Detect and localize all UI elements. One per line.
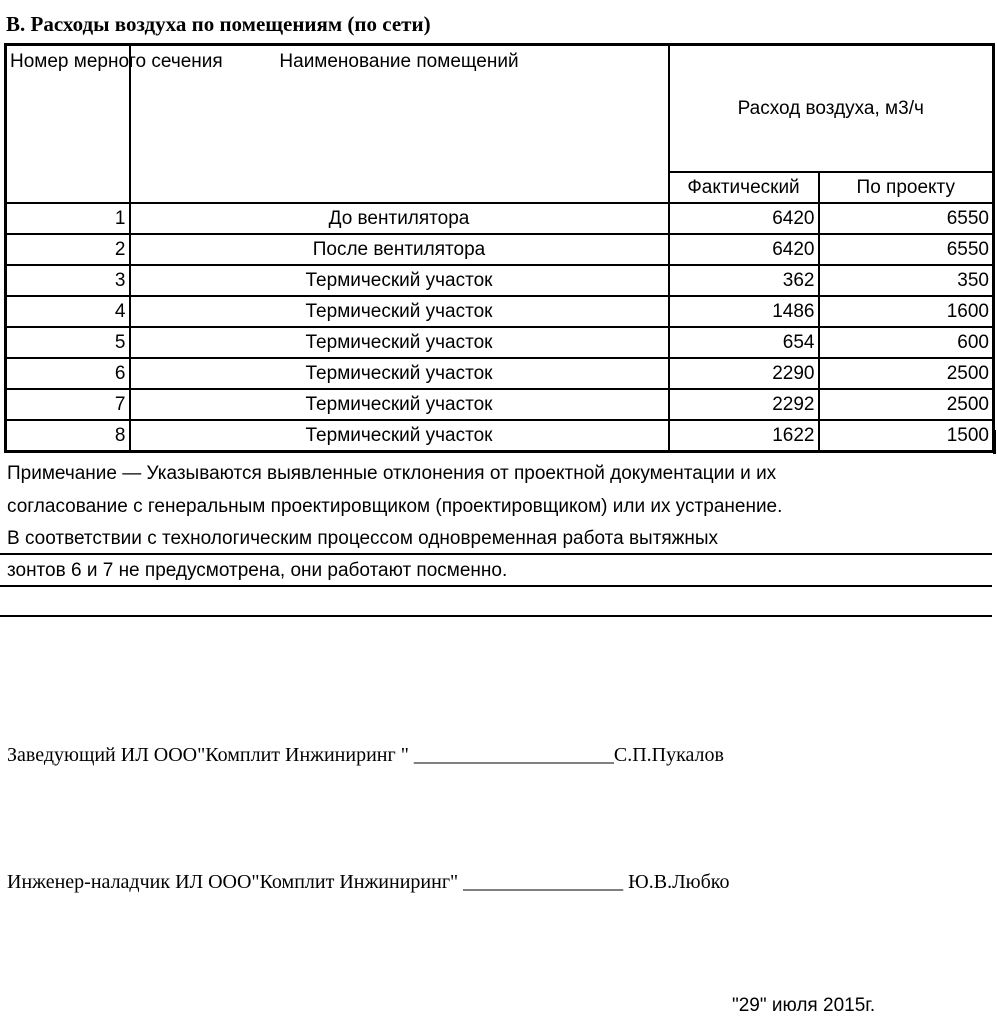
header-design: По проекту — [819, 172, 994, 203]
note-line-3: В соответствии с технологическим процессом одновременная работа вытяжных — [7, 528, 719, 549]
header-number: Номер мерного сечения — [6, 45, 130, 204]
cell-actual: 654 — [669, 327, 819, 358]
header-flow: Расход воздуха, м3/ч — [669, 45, 994, 173]
cell-name: После вентилятора — [130, 234, 669, 265]
cell-name: Термический участок — [130, 265, 669, 296]
note-rule — [0, 585, 992, 587]
cell-actual: 1622 — [669, 420, 819, 452]
cell-name: Термический участок — [130, 327, 669, 358]
table-edge-mark — [993, 430, 996, 454]
document-date: "29" июля 2015г. — [732, 995, 876, 1016]
cell-number: 1 — [6, 203, 130, 234]
table-row — [6, 296, 994, 327]
note-line-1: Примечание — Указываются выявленные отклонения от проектной документации и их — [7, 463, 777, 484]
signature-head: Заведующий ИЛ ООО"Комплит Инжиниринг " ____________________С.П.Пукалов — [7, 744, 724, 766]
cell-design: 6550 — [819, 203, 994, 234]
signature-engineer: Инженер-наладчик ИЛ ООО"Комплит Инжиниринг" ________________ Ю.В.Любко — [7, 871, 730, 893]
cell-actual: 6420 — [669, 234, 819, 265]
cell-actual: 362 — [669, 265, 819, 296]
cell-design: 1600 — [819, 296, 994, 327]
cell-name: Термический участок — [130, 389, 669, 420]
table-row — [6, 234, 994, 265]
cell-name: Термический участок — [130, 296, 669, 327]
table-row — [6, 420, 994, 452]
cell-number: 8 — [6, 420, 130, 452]
header-name: Наименование помещений — [130, 45, 669, 204]
cell-name: До вентилятора — [130, 203, 669, 234]
cell-number: 3 — [6, 265, 130, 296]
cell-number: 4 — [6, 296, 130, 327]
header-actual: Фактический — [669, 172, 819, 203]
table-row — [6, 203, 994, 234]
cell-design: 1500 — [819, 420, 994, 452]
cell-number: 7 — [6, 389, 130, 420]
table-row — [6, 358, 994, 389]
cell-actual: 6420 — [669, 203, 819, 234]
cell-design: 2500 — [819, 389, 994, 420]
section-title: В. Расходы воздуха по помещениям (по сети) — [6, 12, 431, 36]
air-flow-table — [4, 43, 995, 453]
cell-number: 5 — [6, 327, 130, 358]
cell-actual: 2290 — [669, 358, 819, 389]
cell-design: 600 — [819, 327, 994, 358]
table-row — [6, 327, 994, 358]
cell-design: 6550 — [819, 234, 994, 265]
cell-name: Термический участок — [130, 358, 669, 389]
table-row — [6, 265, 994, 296]
cell-number: 2 — [6, 234, 130, 265]
note-line-2: согласование с генеральным проектировщиком (проектировщиком) или их устранение. — [7, 496, 783, 517]
table-row — [6, 389, 994, 420]
note-line-4: зонтов 6 и 7 не предусмотрена, они работают посменно. — [7, 560, 508, 581]
cell-actual: 2292 — [669, 389, 819, 420]
cell-name: Термический участок — [130, 420, 669, 452]
note-rule — [0, 553, 992, 555]
cell-number: 6 — [6, 358, 130, 389]
note-rule — [0, 615, 992, 617]
cell-design: 2500 — [819, 358, 994, 389]
cell-actual: 1486 — [669, 296, 819, 327]
cell-design: 350 — [819, 265, 994, 296]
